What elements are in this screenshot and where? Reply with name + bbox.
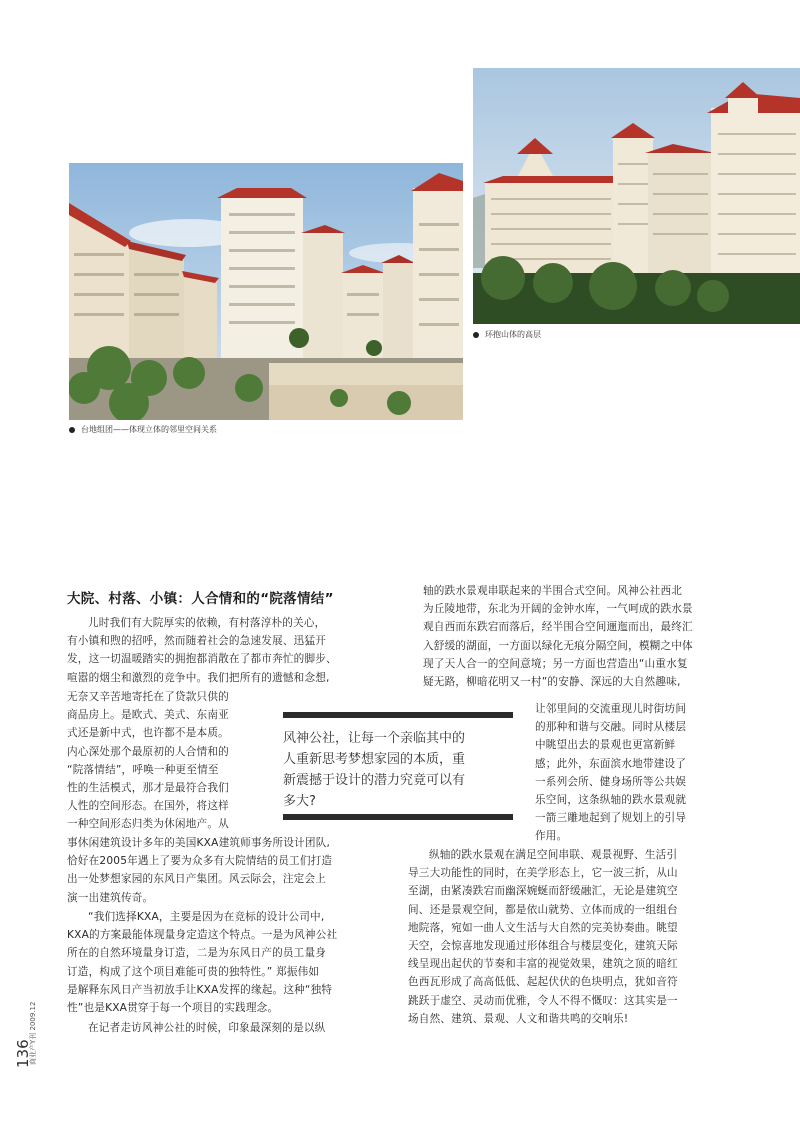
left-para-3 xyxy=(67,1019,410,1037)
text-line: 中眺望出去的景观也更富新鲜 xyxy=(535,739,676,752)
text-line: 间、还是景观空间，都是依山就势、立体而成的一组组台 xyxy=(408,903,678,916)
text-line: 恰好在2005年遇上了要为众多有大院情结的员工们打造 xyxy=(67,855,333,868)
text-line: 的那种和谐与交融。同时从楼层 xyxy=(535,721,687,734)
left-para-2 xyxy=(67,908,410,1017)
pull-quote-line: 风神公社，让每一个亲临其中的 xyxy=(283,731,466,746)
left-para-1 xyxy=(67,614,410,687)
text-line: 儿时我们有大院厚实的依赖，有村落淳朴的关心， xyxy=(88,617,326,629)
text-line: 让邻里间的交流重现儿时街坊间 xyxy=(535,703,687,715)
text-line: 现了天人合一的空间意境；另一方面也营造出“山重水复 xyxy=(423,657,688,670)
text-line: 无奈又辛苦地寄托在了贷款只供的 xyxy=(67,691,229,703)
text-line: “院落情结”，呼唤一种更至情至 xyxy=(67,763,219,776)
text-line: 色西瓦形成了高高低低、起起伏伏的色块明点，犹如音符 xyxy=(408,976,678,989)
text-line: KXA的方案最能体现量身定造这个特点。一是为风神公社 xyxy=(67,929,338,942)
right-para-1 xyxy=(423,582,778,691)
text-line: 一系列会所、健身场所等公共娱 xyxy=(535,775,687,788)
text-line: 一箭三雕地起到了规划上的引导 xyxy=(535,812,687,825)
text-line: 是解释东风日产当初放手让KXA发挥的缘起。这种“独特 xyxy=(67,983,333,996)
text-line: 事休闲建筑设计多年的美国KXA建筑师事务所设计团队, xyxy=(67,837,331,849)
text-line: 在记者走访风神公社的时候，印象最深刻的是以纵 xyxy=(88,1022,326,1034)
text-line: 至湖，由紧凑跌宕而幽深婉蜒而舒缓融汇，无论是建筑空 xyxy=(408,885,678,898)
bullet-icon xyxy=(69,427,75,433)
text-line: 出一处梦想家园的东风日产集团。风云际会，注定会上 xyxy=(67,873,327,886)
text-line: 人性的空间形态。在国外，将这样 xyxy=(67,800,229,813)
text-line: 性”也是KXA贯穿于每一个项目的实践理念。 xyxy=(67,1002,279,1015)
text-line: 有小镇和煦的招呼，然而随着社会的急速发展、迅猛开 xyxy=(67,635,327,648)
photo-terrace-cluster xyxy=(69,163,463,420)
right-para-1-narrow xyxy=(535,700,778,846)
text-line: 天空，会惊喜地发现通过形体组合与楼层变化，建筑天际 xyxy=(408,940,678,953)
photo-hillside-highrise-image xyxy=(473,68,800,324)
text-line: 跳跃于虚空、灵动而优雅，令人不得不慨叹：这其实是一 xyxy=(408,994,678,1007)
page-number: 136 xyxy=(14,1039,32,1068)
photo-terrace-cluster-image xyxy=(69,163,463,420)
publication-name: 商业产Y刊 2009.12 xyxy=(29,1001,37,1065)
left-para-1-narrow xyxy=(67,688,267,834)
text-line: 一种空间形态归类为休闲地产。从 xyxy=(67,818,229,831)
text-line: 观自西而东跌宕而落后，经半围合空间逦迤而出，最终汇 xyxy=(423,621,693,634)
text-line: 感；此外，东面滨水地带建设了 xyxy=(535,757,687,770)
text-line: 所在的自然环境量身订造，二是为东风日产的员工量身 xyxy=(67,947,327,960)
text-line: 作用。 xyxy=(535,830,568,843)
text-line: 式还是新中式，也许都不是本质。 xyxy=(67,727,229,740)
text-line: 发，这一切温暖踏实的拥抱都消散在了都市奔忙的脚步、 xyxy=(67,653,337,666)
pull-quote-line: 人重新思考梦想家园的本质，重 xyxy=(283,752,466,767)
bullet-icon xyxy=(473,332,479,338)
caption-right-photo xyxy=(473,329,541,340)
text-line: 乐空间，这条纵轴的跌水景观就 xyxy=(535,794,687,807)
text-line: 场自然、建筑、景观、人文和谐共鸣的交响乐! xyxy=(408,1012,629,1025)
pull-quote-line: 多大? xyxy=(283,794,316,809)
text-line: 内心深处那个最原初的人合情和的 xyxy=(67,745,229,758)
text-line: 导三大功能性的同时，在美学形态上，它一波三折，从山 xyxy=(408,867,678,880)
text-line: “我们选择KXA，主要是因为在竞标的设计公司中, xyxy=(88,911,325,923)
pull-quote xyxy=(283,712,513,820)
caption-left-photo xyxy=(69,424,217,435)
photo-hillside-highrise xyxy=(473,68,800,324)
text-line: 商品房上。是欧式、美式、东南亚 xyxy=(67,709,229,722)
text-line: 地院落，宛如一曲人文生活与大自然的完美协奏曲。眺望 xyxy=(408,921,678,934)
text-line: 疑无路，柳暗花明又一村”的安静、深远的大自然趣味, xyxy=(423,676,681,689)
text-line: 线呈现出起伏的节奏和丰富的视觉效果，建筑之顶的暗红 xyxy=(408,958,678,971)
text-line: 性的生活模式，那才是最符合我们 xyxy=(67,782,229,795)
text-line: 为丘陵地带，东北为开阔的金钟水库，一气呵成的跌水景 xyxy=(423,603,693,616)
right-para-2 xyxy=(408,846,780,1028)
text-line: 订造，构成了这个项目难能可贵的独特性。” 郑振伟如 xyxy=(67,965,320,978)
caption-right-text: 环抱山体的高层 xyxy=(485,330,541,339)
text-line: 轴的跌水景观串联起来的半围合式空间。风神公社西北 xyxy=(423,585,683,597)
text-line: 演一出建筑传奇。 xyxy=(67,891,154,904)
section-heading: 大院、村落、小镇：人合情和的“院落情结” xyxy=(67,591,334,607)
text-line: 纵轴的跌水景观在满足空间串联、观景视野、生活引 xyxy=(429,849,678,861)
left-para-1-tail xyxy=(67,834,410,907)
text-line: 喧嚣的烟尘和激烈的竞争中。我们把所有的遗憾和念想, xyxy=(67,671,330,684)
pull-quote-line: 新震撼于设计的潜力究竟可以有 xyxy=(283,773,466,788)
page-folio xyxy=(14,1001,44,1105)
caption-left-text: 台地组团——体现立体的邻里空间关系 xyxy=(81,425,217,434)
text-line: 入舒缓的湖面，一方面以绿化无痕分隔空间，模糊之中体 xyxy=(423,639,693,652)
